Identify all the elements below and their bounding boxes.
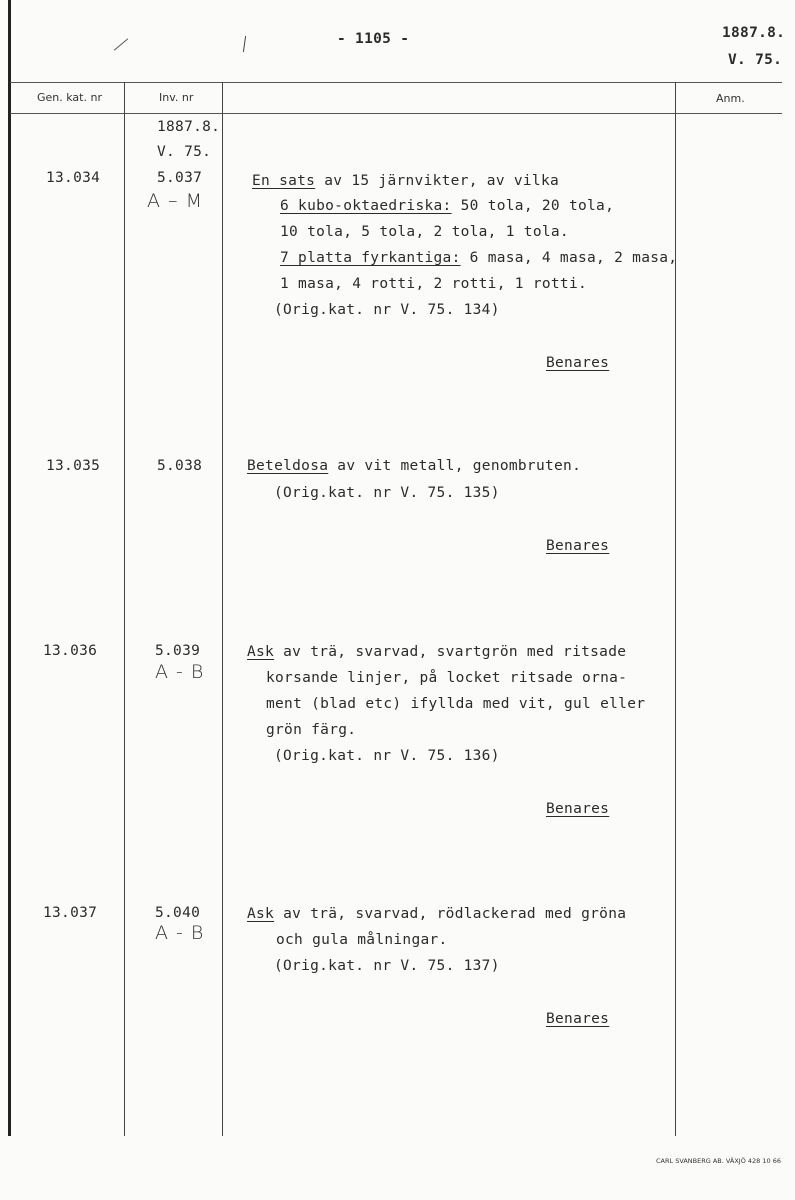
inv-nr: 5.039: [155, 643, 201, 659]
pen-mark-tick: [243, 36, 246, 52]
entry-keyword: En sats: [252, 173, 316, 189]
entry-subkeyword: 6 kubo-oktaedriska:: [280, 198, 452, 214]
gen-kat-nr: 13.037: [43, 905, 98, 921]
column-header-anm: Anm.: [716, 92, 745, 105]
inv-header-date: 1887.8.: [157, 119, 221, 135]
entry-keyword: Beteldosa: [247, 458, 329, 474]
inv-nr: 5.040: [155, 905, 201, 921]
inv-nr: 5.038: [157, 458, 203, 474]
entry-keyword: Ask: [247, 906, 275, 922]
orig-kat-reference: (Orig.kat. nr V. 75. 136): [274, 748, 500, 764]
entry-text: av 15 järnvikter, av vilka: [315, 173, 560, 189]
entry-description-line: [252, 173, 559, 189]
entry-keyword: Ask: [247, 644, 275, 660]
entry-description-line: [280, 198, 614, 214]
pen-mark-slash: [114, 38, 128, 50]
entry-description-line: grön färg.: [266, 722, 357, 738]
gen-kat-nr: 13.034: [46, 170, 101, 186]
entry-subkeyword: 7 platta fyrkantiga:: [280, 250, 461, 266]
printer-imprint: CARL SVANBERG AB. VÄXJÖ 428 10 66: [656, 1157, 781, 1165]
orig-kat-reference: (Orig.kat. nr V. 75. 137): [274, 958, 500, 974]
header-bottom-rule: [10, 113, 782, 114]
entry-description-line: ment (blad etc) ifyllda med vit, gul eller: [266, 696, 646, 712]
orig-kat-reference: (Orig.kat. nr V. 75. 134): [274, 302, 500, 318]
column-divider-2: [222, 82, 223, 1136]
entry-text: av trä, svarvad, svartgrön med ritsade: [274, 644, 627, 660]
column-header-inv-nr: Inv. nr: [159, 91, 194, 104]
top-right-collection: V. 75.: [728, 52, 783, 68]
handwritten-location: A - B: [155, 661, 205, 683]
entry-description-line: och gula målningar.: [276, 932, 448, 948]
entry-description-line: [247, 458, 581, 474]
entry-description-line: 1 masa, 4 rotti, 2 rotti, 1 rotti.: [280, 276, 588, 292]
orig-kat-reference: (Orig.kat. nr V. 75. 135): [274, 485, 500, 501]
column-divider-3: [675, 82, 676, 1136]
gen-kat-nr: 13.035: [46, 458, 101, 474]
page-number: - 1105 -: [337, 31, 410, 47]
entry-description-line: [280, 250, 677, 266]
entry-description-line: [247, 644, 626, 660]
column-divider-1: [124, 82, 125, 1136]
entry-description-line: korsande linjer, på locket ritsade orna-: [266, 670, 628, 686]
inv-header-collection: V. 75.: [157, 144, 212, 160]
place-of-origin: Benares: [546, 538, 610, 554]
inv-nr: 5.037: [157, 170, 203, 186]
entry-text: av trä, svarvad, rödlackerad med gröna: [274, 906, 627, 922]
entry-text: av vit metall, genombruten.: [328, 458, 582, 474]
column-header-gen-kat-nr: Gen. kat. nr: [37, 91, 102, 104]
place-of-origin: Benares: [546, 355, 610, 371]
header-top-rule: [10, 82, 782, 83]
gen-kat-nr: 13.036: [43, 643, 98, 659]
place-of-origin: Benares: [546, 801, 610, 817]
entry-description-line: [247, 906, 626, 922]
entry-text: 50 tola, 20 tola,: [451, 198, 615, 214]
top-right-date: 1887.8.: [722, 25, 786, 41]
left-margin-rule: [8, 0, 11, 1136]
handwritten-location: A - B: [155, 922, 205, 944]
entry-description-line: 10 tola, 5 tola, 2 tola, 1 tola.: [280, 224, 569, 240]
handwritten-location: A – M: [147, 190, 203, 212]
entry-text: 6 masa, 4 masa, 2 masa,: [460, 250, 678, 266]
place-of-origin: Benares: [546, 1011, 610, 1027]
